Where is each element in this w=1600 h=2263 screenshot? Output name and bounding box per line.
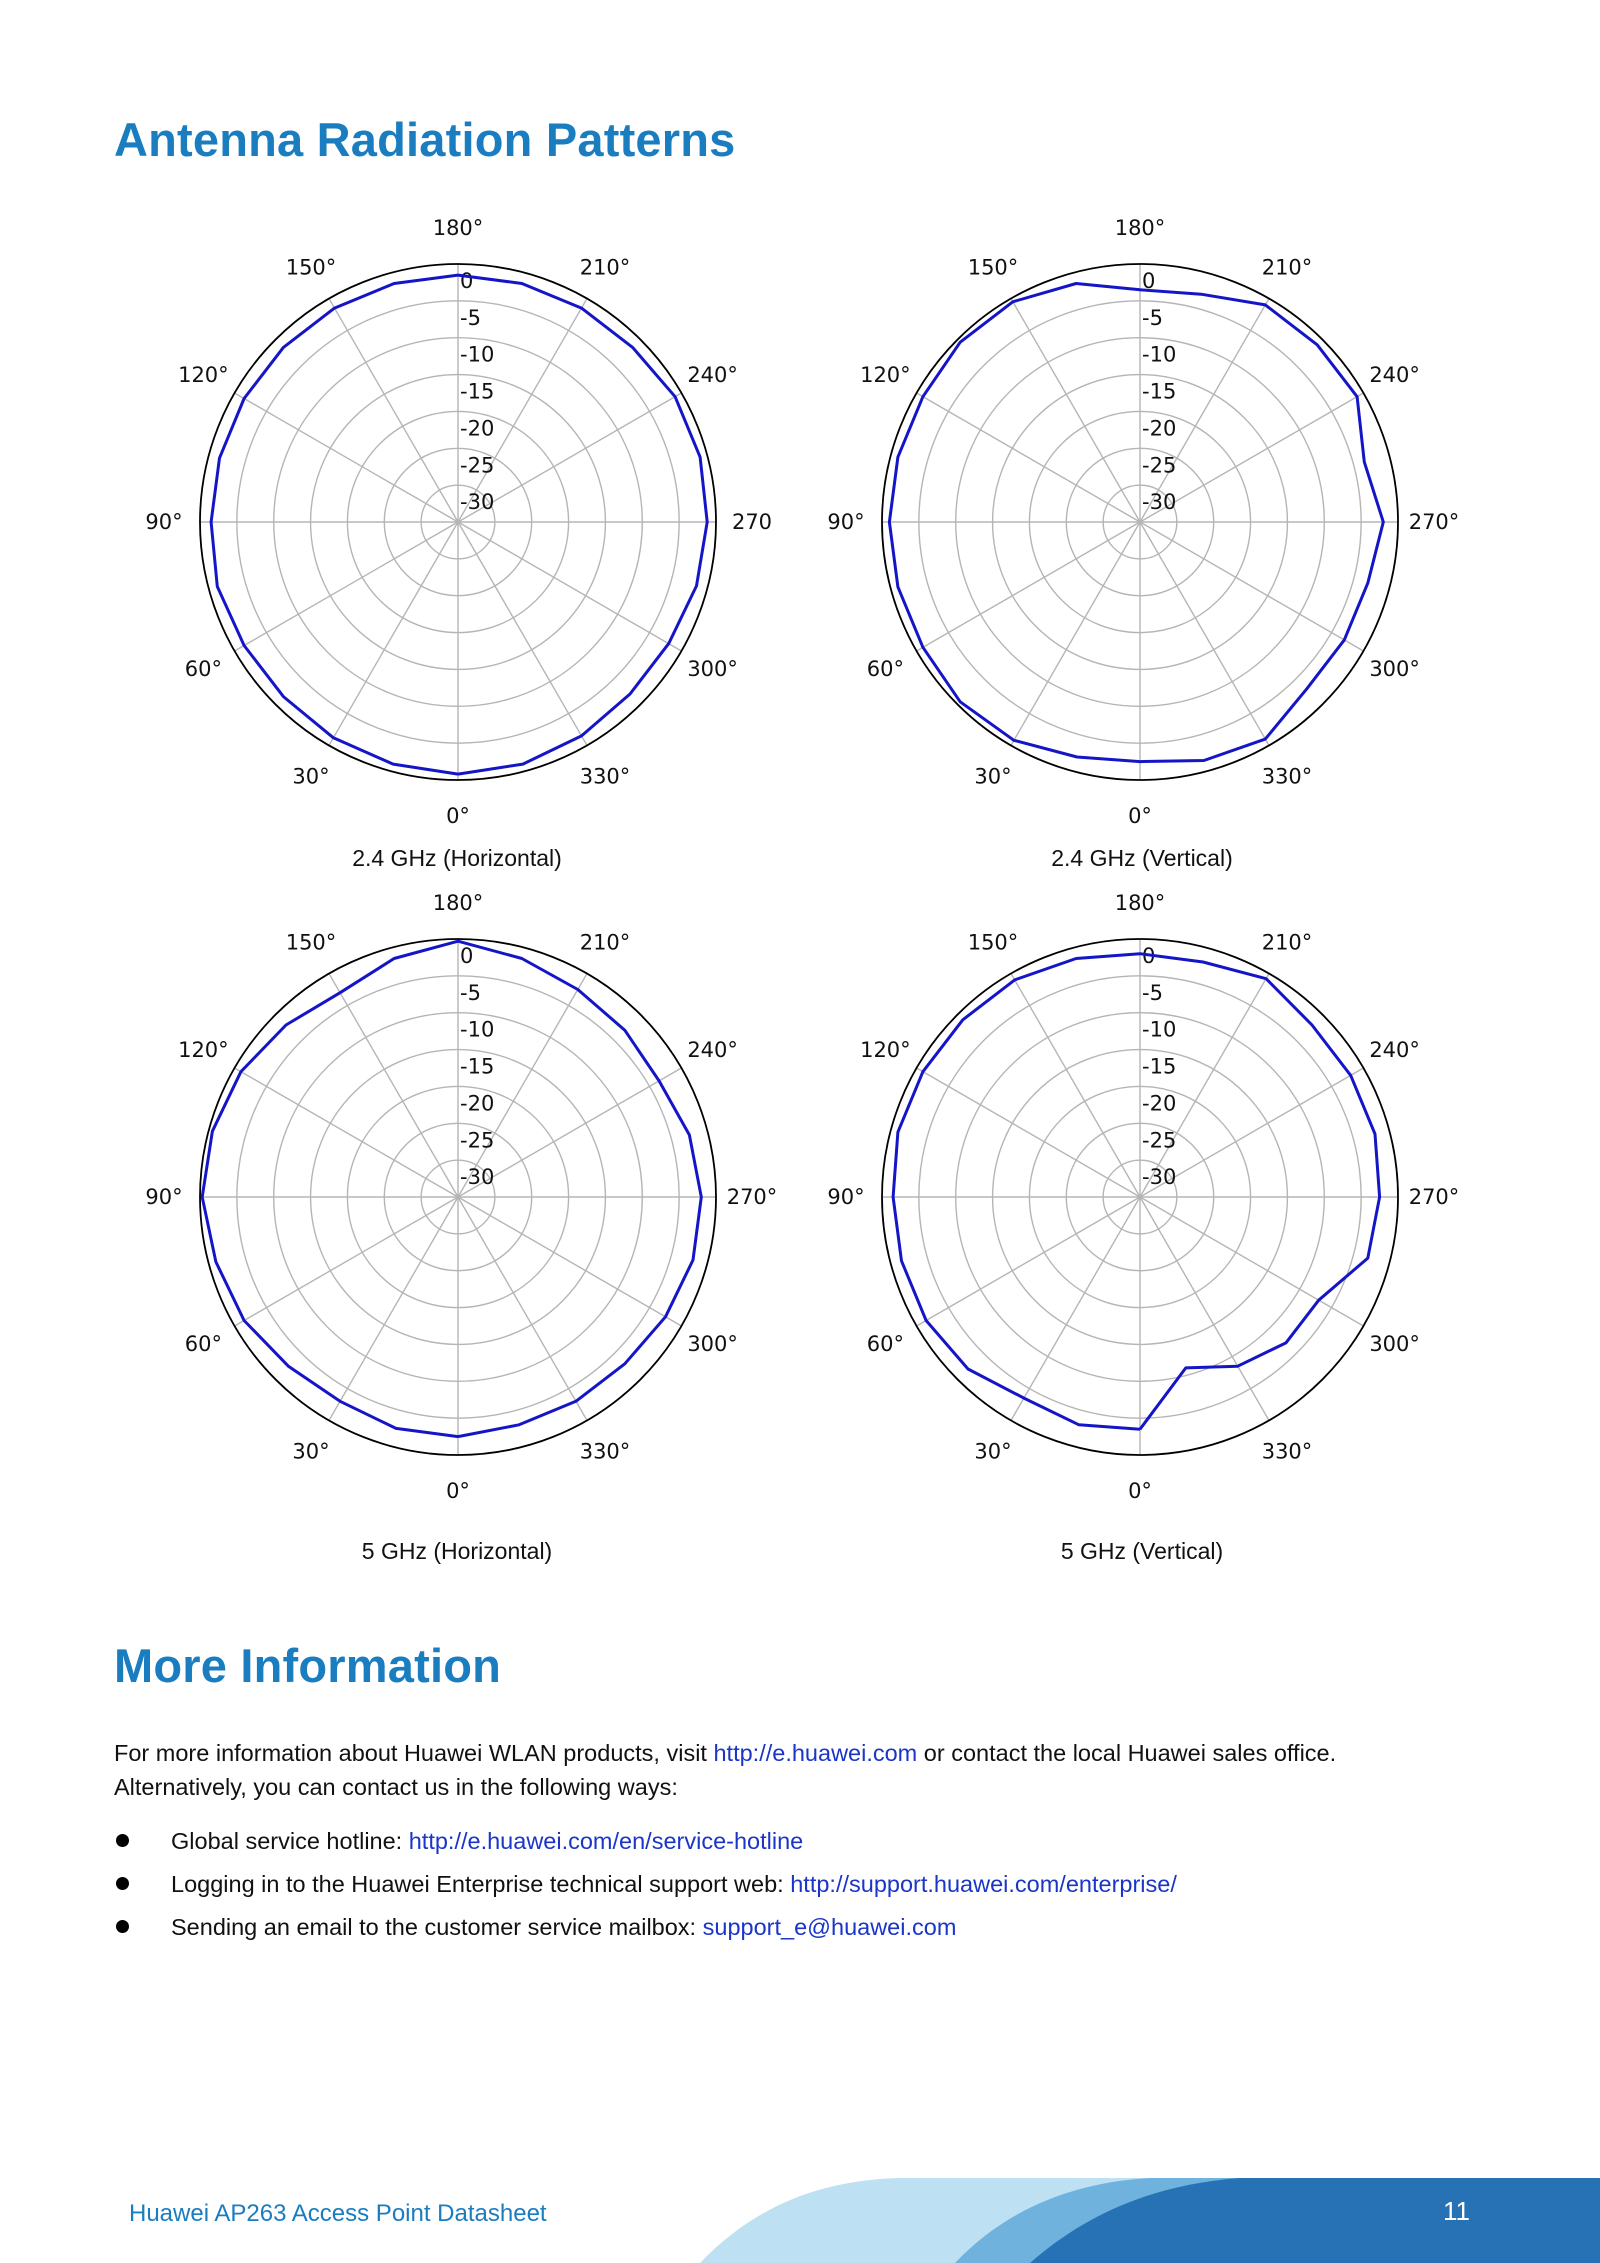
grid-spoke [329, 522, 458, 745]
pattern-point [522, 763, 524, 765]
radial-tick-label: 0 [1142, 269, 1156, 293]
grid-spoke [458, 1197, 681, 1326]
radial-tick-label: -10 [460, 342, 495, 367]
pattern-point [210, 521, 212, 523]
grid-spoke [235, 393, 458, 522]
pattern-point [212, 1130, 214, 1132]
angle-tick-label: 210° [579, 255, 631, 280]
radial-tick-label: -25 [1142, 1128, 1177, 1153]
bullet-icon [116, 1877, 129, 1890]
angle-tick-label: 150° [967, 255, 1019, 280]
pattern-point [959, 341, 961, 343]
pattern-point [1075, 958, 1077, 960]
pattern-point [581, 735, 583, 737]
section-title-antenna: Antenna Radiation Patterns [114, 113, 736, 166]
pattern-point [1012, 301, 1014, 303]
contact-list [114, 1820, 1494, 1949]
pattern-point [1139, 1428, 1141, 1430]
huawei-link[interactable]: http://e.huawei.com [713, 1740, 918, 1766]
pattern-point [521, 283, 523, 285]
pattern-point [1023, 1397, 1025, 1399]
pattern-point [240, 1071, 242, 1073]
grid-spoke [1140, 1197, 1269, 1420]
radial-tick-label: -10 [460, 1017, 495, 1042]
section-title-more-information: More Information [114, 1639, 502, 1692]
list-item-text: Sending an email to the customer service mailbox: [171, 1914, 703, 1940]
angle-tick-label: 330° [579, 764, 631, 789]
pattern-point [575, 1400, 577, 1402]
pattern-point [696, 585, 698, 587]
pattern-point [629, 693, 631, 695]
pattern-point [219, 457, 221, 459]
pattern-point [1139, 289, 1141, 291]
pattern-point [518, 1424, 520, 1426]
angle-tick-label: 330° [1261, 764, 1313, 789]
pattern-point [658, 1080, 660, 1082]
grid-spoke [1140, 299, 1269, 522]
pattern-point [457, 274, 459, 276]
pattern-point [1382, 521, 1384, 523]
pattern-point [333, 737, 335, 739]
pattern-point [521, 958, 523, 960]
grid-spoke [458, 522, 681, 651]
pattern-point [1265, 978, 1267, 980]
angle-tick-label: 240° [687, 363, 738, 387]
angle-tick-label: 270° [1408, 510, 1460, 534]
angle-tick-label: 180° [1114, 891, 1166, 915]
pattern-point [457, 1436, 459, 1438]
pattern-point [201, 1196, 203, 1198]
angle-tick-label: 300° [1369, 1332, 1420, 1356]
grid-spoke [235, 522, 458, 651]
pattern-point [1139, 761, 1141, 763]
radial-tick-label: 0 [460, 944, 474, 968]
angle-tick-label: 0° [1128, 804, 1152, 828]
intro-text: For more information about Huawei WLAN products, visit [114, 1740, 714, 1766]
angle-tick-label: 0° [1128, 1479, 1152, 1503]
angle-tick-label: 270 [731, 510, 773, 534]
angle-tick-label: 90° [145, 510, 183, 534]
intro-paragraph [114, 1736, 1494, 1804]
footer-title: Huawei AP263 Access Point Datasheet [129, 2200, 547, 2227]
bullet-icon [116, 1920, 129, 1933]
list-item [114, 1863, 1494, 1906]
angle-tick-label: 120° [860, 1038, 911, 1062]
angle-tick-label: 180° [1114, 216, 1166, 240]
pattern-point [668, 643, 670, 645]
angle-tick-label: 150° [285, 930, 337, 955]
radial-tick-label: -30 [1142, 1165, 1177, 1190]
intro-text-line2: Alternatively, you can contact us in the following ways: [114, 1774, 678, 1800]
angle-tick-label: 0° [446, 804, 470, 828]
pattern-point [689, 1134, 691, 1136]
angle-tick-label: 330° [579, 1439, 631, 1464]
radial-tick-label: -20 [460, 416, 495, 441]
angle-tick-label: 270° [726, 1185, 778, 1209]
pattern-point [1306, 688, 1308, 690]
pattern-point [288, 1366, 290, 1368]
email-link[interactable]: support_e@huawei.com [702, 1914, 957, 1940]
pattern-point [897, 456, 899, 458]
pattern-point [1311, 1024, 1313, 1026]
polar-chart-24ghz-vertical [822, 210, 1460, 840]
angle-tick-label: 60° [866, 1332, 905, 1356]
service-hotline-link[interactable]: http://e.huawei.com/en/service-hotline [408, 1828, 804, 1854]
angle-tick-label: 150° [285, 255, 337, 280]
grid-spoke [1140, 522, 1269, 745]
chart-caption: 5 GHz (Horizontal) [361, 1538, 553, 1564]
angle-tick-label: 210° [1261, 255, 1313, 280]
pattern-point [699, 456, 701, 458]
angle-tick-label: 60° [184, 657, 223, 681]
angle-tick-label: 120° [178, 1038, 229, 1062]
pattern-point [889, 521, 891, 523]
angle-tick-label: 60° [184, 1332, 223, 1356]
radial-tick-label: -25 [460, 1128, 495, 1153]
angle-tick-label: 60° [866, 657, 905, 681]
intro-text-suffix: or contact the local Huawei sales office. [917, 1740, 1337, 1766]
radial-tick-label: -20 [1142, 1091, 1177, 1116]
radial-tick-label: -5 [1142, 305, 1163, 330]
polar-chart-svg [822, 885, 1460, 1515]
grid-spoke [329, 1197, 458, 1420]
pattern-point [581, 307, 583, 309]
grid-spoke [458, 299, 587, 522]
pattern-point [457, 940, 459, 942]
pattern-point [1316, 344, 1318, 346]
pattern-point [665, 1316, 667, 1318]
angle-tick-label: 210° [1261, 930, 1313, 955]
grid-spoke [1140, 522, 1363, 651]
pattern-point [283, 347, 285, 349]
radial-tick-label: -10 [1142, 342, 1177, 367]
radial-tick-label: -15 [460, 1054, 495, 1079]
pattern-point [1076, 756, 1078, 758]
radial-tick-label: 0 [460, 269, 474, 293]
radial-tick-label: -30 [1142, 490, 1177, 515]
angle-tick-label: 90° [145, 1185, 183, 1209]
grid-spoke [917, 522, 1140, 651]
pattern-point [925, 1320, 927, 1322]
angle-tick-label: 30° [974, 764, 1012, 789]
pattern-point [632, 347, 634, 349]
pattern-point [674, 396, 676, 398]
radial-tick-label: 0 [1142, 944, 1156, 968]
angle-tick-label: 300° [687, 657, 738, 681]
list-item [114, 1820, 1494, 1863]
pattern-point [624, 1363, 626, 1365]
list-item-text: Global service hotline: [171, 1828, 409, 1854]
grid-spoke [1011, 299, 1140, 522]
support-web-link[interactable]: http://support.huawei.com/enterprise/ [790, 1871, 1177, 1897]
angle-tick-label: 330° [1261, 1439, 1313, 1464]
pattern-point [1363, 461, 1365, 463]
radial-tick-label: -25 [1142, 453, 1177, 478]
pattern-point [1013, 740, 1015, 742]
pattern-point [897, 586, 899, 588]
angle-tick-label: 90° [827, 1185, 865, 1209]
grid-spoke [1011, 974, 1140, 1197]
list-item-text: Logging in to the Huawei Enterprise technical support web: [171, 1871, 791, 1897]
pattern-point [1367, 582, 1369, 584]
grid-spoke [235, 1197, 458, 1326]
pattern-point [922, 647, 924, 649]
pattern-point [901, 1260, 903, 1262]
grid-spoke [235, 1068, 458, 1197]
pattern-point [243, 645, 245, 647]
pattern-point [1265, 304, 1267, 306]
grid-spoke [917, 1068, 1140, 1197]
grid-spoke [1011, 522, 1140, 745]
pattern-point [967, 1368, 969, 1370]
grid-spoke [1140, 1197, 1363, 1326]
pattern-point [339, 1400, 341, 1402]
radial-tick-label: -15 [1142, 1054, 1177, 1079]
list-item [114, 1906, 1494, 1949]
pattern-point [393, 958, 395, 960]
angle-tick-label: 240° [1369, 1038, 1420, 1062]
pattern-point [1318, 1299, 1320, 1301]
radial-tick-label: -20 [1142, 416, 1177, 441]
pattern-point [1185, 1367, 1187, 1369]
grid-spoke [917, 393, 1140, 522]
grid-spoke [458, 522, 587, 745]
pattern-point [1014, 979, 1016, 981]
pattern-point [962, 1019, 964, 1021]
angle-tick-label: 120° [860, 363, 911, 387]
pattern-point [692, 1259, 694, 1261]
pattern-point [959, 701, 961, 703]
pattern-point [243, 1320, 245, 1322]
polar-chart-svg [140, 885, 778, 1515]
pattern-point [922, 1071, 924, 1073]
chart-caption: 5 GHz (Vertical) [1060, 1538, 1224, 1564]
radial-tick-label: -15 [1142, 379, 1177, 404]
angle-tick-label: 0° [446, 1479, 470, 1503]
angle-tick-label: 30° [292, 764, 330, 789]
angle-tick-label: 180° [432, 891, 484, 915]
polar-chart-24ghz-horizontal [140, 210, 773, 840]
pattern-point [283, 696, 285, 698]
pattern-point [1139, 953, 1141, 955]
grid-spoke [329, 974, 458, 1197]
angle-tick-label: 300° [1369, 657, 1420, 681]
grid-spoke [458, 1197, 587, 1420]
pattern-point [395, 1428, 397, 1430]
polar-chart-svg [140, 210, 773, 840]
pattern-point [577, 989, 579, 991]
pattern-point [215, 1261, 217, 1263]
pattern-point [393, 283, 395, 285]
pattern-series-line [202, 941, 701, 1436]
angle-tick-label: 270° [1408, 1185, 1460, 1209]
polar-chart-svg [822, 210, 1460, 840]
pattern-point [1367, 1257, 1369, 1259]
angle-tick-label: 30° [974, 1439, 1012, 1464]
chart-caption: 2.4 GHz (Vertical) [1051, 845, 1233, 871]
pattern-point [1374, 1133, 1376, 1135]
angle-tick-label: 150° [967, 930, 1019, 955]
radial-tick-label: -30 [460, 490, 495, 515]
pattern-point [1078, 1424, 1080, 1426]
angle-tick-label: 240° [687, 1038, 738, 1062]
pattern-point [700, 1196, 702, 1198]
page-number: 11 [1443, 2196, 1470, 2226]
pattern-point [1350, 1075, 1352, 1077]
pattern-point [892, 1196, 894, 1198]
radial-tick-label: -5 [460, 980, 481, 1005]
radial-tick-label: -5 [460, 305, 481, 330]
pattern-point [1265, 738, 1267, 740]
pattern-point [217, 586, 219, 588]
pattern-point [1203, 760, 1205, 762]
pattern-point [706, 521, 708, 523]
angle-tick-label: 300° [687, 1332, 738, 1356]
radial-tick-label: -30 [460, 1165, 495, 1190]
pattern-point [285, 1024, 287, 1026]
pattern-point [1379, 1196, 1381, 1198]
pattern-point [897, 1131, 899, 1133]
pattern-point [1285, 1342, 1287, 1344]
pattern-point [1343, 639, 1345, 641]
pattern-point [457, 773, 459, 775]
angle-tick-label: 210° [579, 930, 631, 955]
pattern-point [339, 992, 341, 994]
angle-tick-label: 240° [1369, 363, 1420, 387]
angle-tick-label: 90° [827, 510, 865, 534]
angle-tick-label: 30° [292, 1439, 330, 1464]
angle-tick-label: 180° [432, 216, 484, 240]
radial-tick-label: -15 [460, 379, 495, 404]
polar-chart-5ghz-horizontal [140, 885, 778, 1515]
bullet-icon [116, 1834, 129, 1847]
pattern-point [1356, 396, 1358, 398]
chart-caption: 2.4 GHz (Horizontal) [352, 845, 562, 871]
radial-tick-label: -20 [460, 1091, 495, 1116]
angle-tick-label: 120° [178, 363, 229, 387]
grid-spoke [917, 1197, 1140, 1326]
radial-tick-label: -25 [460, 453, 495, 478]
grid-spoke [1011, 1197, 1140, 1420]
pattern-point [624, 1029, 626, 1031]
grid-spoke [1140, 974, 1269, 1197]
polar-chart-5ghz-vertical [822, 885, 1460, 1515]
radial-tick-label: -5 [1142, 980, 1163, 1005]
pattern-point [392, 763, 394, 765]
grid-spoke [329, 299, 458, 522]
pattern-point [243, 398, 245, 400]
pattern-point [1202, 961, 1204, 963]
grid-spoke [458, 974, 587, 1197]
pattern-point [1075, 283, 1077, 285]
pattern-point [922, 396, 924, 398]
pattern-point [334, 307, 336, 309]
pattern-point [1200, 293, 1202, 295]
radial-tick-label: -10 [1142, 1017, 1177, 1042]
pattern-point [1237, 1365, 1239, 1367]
